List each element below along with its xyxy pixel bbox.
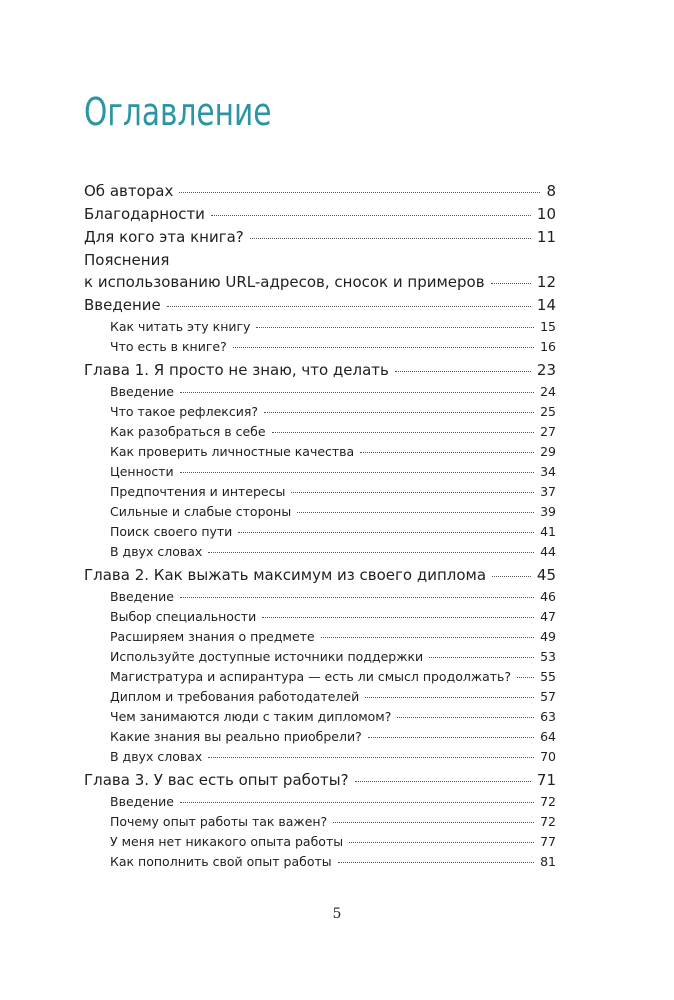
toc-subentry-label: Ценности bbox=[110, 464, 174, 479]
toc-subentry[interactable] bbox=[84, 794, 556, 814]
toc-subentry-label: Что есть в книге? bbox=[110, 339, 227, 354]
toc-subentry-label: Как читать эту книгу bbox=[110, 319, 251, 334]
toc-entry-label-line2: к использованию URL-адресов, сносок и примеров bbox=[84, 273, 485, 291]
toc-subentry-label: Введение bbox=[110, 384, 174, 399]
toc-subentry-label: Предпочтения и интересы bbox=[110, 484, 286, 499]
dot-leader bbox=[211, 215, 531, 216]
toc-subentry-label: Почему опыт работы так важен? bbox=[110, 814, 328, 829]
toc-entry-page: 12 bbox=[536, 273, 556, 291]
dot-leader bbox=[264, 412, 534, 413]
toc-subentry-label: Диплом и требования работодателей bbox=[110, 689, 360, 704]
toc-subentry-label: Какие знания вы реально приобрели? bbox=[110, 729, 362, 744]
dot-leader bbox=[321, 637, 534, 638]
toc-entry-label: Для кого эта книга? bbox=[84, 228, 244, 246]
toc-subentry[interactable] bbox=[84, 404, 556, 424]
toc-entry-page: 8 bbox=[546, 182, 556, 200]
toc-subentry-label: Расширяем знания о предмете bbox=[110, 629, 315, 644]
toc-subentry-page: 46 bbox=[540, 589, 556, 604]
toc-chapter-page: 71 bbox=[536, 771, 556, 789]
toc-subentry-label: В двух словах bbox=[110, 544, 203, 559]
toc-subentry-label: Используйте доступные источники поддержки bbox=[110, 649, 424, 664]
toc-entry-explanations[interactable] bbox=[84, 251, 556, 296]
dot-leader bbox=[297, 512, 534, 513]
toc-subentry-label: Чем занимаются люди с таким дипломом? bbox=[110, 709, 392, 724]
toc-subentry-page: 55 bbox=[540, 669, 556, 684]
toc-subentry[interactable] bbox=[84, 464, 556, 484]
toc-entry-page: 11 bbox=[536, 228, 556, 246]
toc-subentry[interactable] bbox=[84, 424, 556, 444]
toc-subentry-page: 39 bbox=[540, 504, 556, 519]
dot-leader bbox=[338, 862, 534, 863]
toc-subentry[interactable] bbox=[84, 749, 556, 769]
dot-leader bbox=[365, 697, 534, 698]
toc-subentry-page: 77 bbox=[540, 834, 556, 849]
dot-leader bbox=[368, 737, 534, 738]
dot-leader bbox=[355, 781, 531, 782]
toc-entry[interactable] bbox=[84, 228, 556, 251]
dot-leader bbox=[492, 576, 531, 577]
toc-entry-label: Об авторах bbox=[84, 182, 174, 200]
toc-subentry[interactable] bbox=[84, 319, 556, 339]
dot-leader bbox=[349, 842, 534, 843]
toc-chapter-label: Глава 2. Как выжать максимум из своего диплома bbox=[84, 566, 487, 584]
toc-subentry[interactable] bbox=[84, 609, 556, 629]
dot-leader bbox=[517, 677, 534, 678]
toc-subentry-label: Введение bbox=[110, 794, 174, 809]
toc-subentry[interactable] bbox=[84, 814, 556, 834]
toc-subentry-page: 25 bbox=[540, 404, 556, 419]
page-title: Оглавление bbox=[84, 90, 272, 134]
dot-leader bbox=[491, 283, 531, 284]
toc-subentry-page: 16 bbox=[540, 339, 556, 354]
dot-leader bbox=[256, 327, 534, 328]
toc-chapter-label: Глава 1. Я просто не знаю, что делать bbox=[84, 361, 389, 379]
toc-entry-label-line1: Пояснения bbox=[84, 251, 170, 269]
toc-subentry-label: У меня нет никакого опыта работы bbox=[110, 834, 344, 849]
toc-subentry[interactable] bbox=[84, 384, 556, 404]
toc-subentry-label: Магистратура и аспирантура — есть ли смысл продолжать? bbox=[110, 669, 512, 684]
dot-leader bbox=[179, 192, 540, 193]
toc-chapter-3[interactable] bbox=[84, 771, 556, 794]
toc-subentry[interactable] bbox=[84, 689, 556, 709]
toc-subentry[interactable] bbox=[84, 444, 556, 464]
page-number: 5 bbox=[332, 906, 342, 922]
toc-chapter-label: Глава 3. У вас есть опыт работы? bbox=[84, 771, 349, 789]
dot-leader bbox=[208, 552, 534, 553]
dot-leader bbox=[395, 371, 531, 372]
toc-subentry-label: Что такое рефлексия? bbox=[110, 404, 258, 419]
toc-subentry-page: 57 bbox=[540, 689, 556, 704]
dot-leader bbox=[233, 347, 534, 348]
toc-chapter-1[interactable] bbox=[84, 361, 556, 384]
toc-subentry-page: 29 bbox=[540, 444, 556, 459]
toc-subentry-label: В двух словах bbox=[110, 749, 203, 764]
toc-subentry[interactable] bbox=[84, 669, 556, 689]
toc-subentry-label: Как разобраться в себе bbox=[110, 424, 266, 439]
toc-entry-page: 10 bbox=[536, 205, 556, 223]
dot-leader bbox=[397, 717, 534, 718]
toc-chapter-2[interactable] bbox=[84, 566, 556, 589]
toc-subentry-page: 49 bbox=[540, 629, 556, 644]
dot-leader bbox=[180, 392, 534, 393]
toc-subentry-page: 64 bbox=[540, 729, 556, 744]
toc-subentry-page: 47 bbox=[540, 609, 556, 624]
dot-leader bbox=[208, 757, 534, 758]
toc-subentry-page: 41 bbox=[540, 524, 556, 539]
toc-subentry[interactable] bbox=[84, 339, 556, 359]
toc-subentry-label: Как проверить личностные качества bbox=[110, 444, 355, 459]
toc-section-intro[interactable] bbox=[84, 296, 556, 319]
toc-chapter-page: 45 bbox=[536, 566, 556, 584]
toc-subentry[interactable] bbox=[84, 524, 556, 544]
toc-entry-label: Введение bbox=[84, 296, 161, 314]
toc-entry[interactable] bbox=[84, 182, 556, 205]
toc-subentry[interactable] bbox=[84, 484, 556, 504]
dot-leader bbox=[429, 657, 534, 658]
toc-subentry[interactable] bbox=[84, 729, 556, 749]
toc-entry-page: 14 bbox=[536, 296, 556, 314]
dot-leader bbox=[238, 532, 534, 533]
toc-subentry-label: Выбор специальности bbox=[110, 609, 257, 624]
toc-subentry-page: 70 bbox=[540, 749, 556, 764]
toc-subentry-page: 15 bbox=[540, 319, 556, 334]
dot-leader bbox=[360, 452, 534, 453]
toc-subentry-page: 63 bbox=[540, 709, 556, 724]
toc-subentry-label: Как пополнить свой опыт работы bbox=[110, 854, 332, 869]
toc-subentry[interactable] bbox=[84, 649, 556, 669]
dot-leader bbox=[262, 617, 534, 618]
table-of-contents bbox=[84, 182, 556, 874]
toc-subentry-label: Поиск своего пути bbox=[110, 524, 233, 539]
toc-subentry-page: 37 bbox=[540, 484, 556, 499]
toc-subentry[interactable] bbox=[84, 629, 556, 649]
dot-leader bbox=[180, 472, 534, 473]
dot-leader bbox=[180, 597, 534, 598]
toc-subentry[interactable] bbox=[84, 854, 556, 874]
toc-subentry-page: 72 bbox=[540, 794, 556, 809]
toc-subentry-page: 34 bbox=[540, 464, 556, 479]
toc-subentry-page: 27 bbox=[540, 424, 556, 439]
toc-subentry[interactable] bbox=[84, 504, 556, 524]
toc-subentry-label: Сильные и слабые стороны bbox=[110, 504, 292, 519]
toc-entry-line2 bbox=[84, 273, 556, 296]
dot-leader bbox=[250, 238, 531, 239]
toc-subentry-page: 81 bbox=[540, 854, 556, 869]
toc-subentry-page: 53 bbox=[540, 649, 556, 664]
dot-leader bbox=[272, 432, 535, 433]
dot-leader bbox=[291, 492, 534, 493]
dot-leader bbox=[180, 802, 534, 803]
toc-subentry-label: Введение bbox=[110, 589, 174, 604]
toc-subentry[interactable] bbox=[84, 589, 556, 609]
dot-leader bbox=[167, 306, 531, 307]
toc-subentry[interactable] bbox=[84, 544, 556, 564]
toc-subentry-page: 44 bbox=[540, 544, 556, 559]
toc-subentry-page: 24 bbox=[540, 384, 556, 399]
toc-entry-label: Благодарности bbox=[84, 205, 205, 223]
dot-leader bbox=[333, 822, 534, 823]
toc-entry[interactable] bbox=[84, 205, 556, 228]
toc-subentry[interactable] bbox=[84, 709, 556, 729]
toc-chapter-page: 23 bbox=[536, 361, 556, 379]
toc-subentry-page: 72 bbox=[540, 814, 556, 829]
toc-subentry[interactable] bbox=[84, 834, 556, 854]
